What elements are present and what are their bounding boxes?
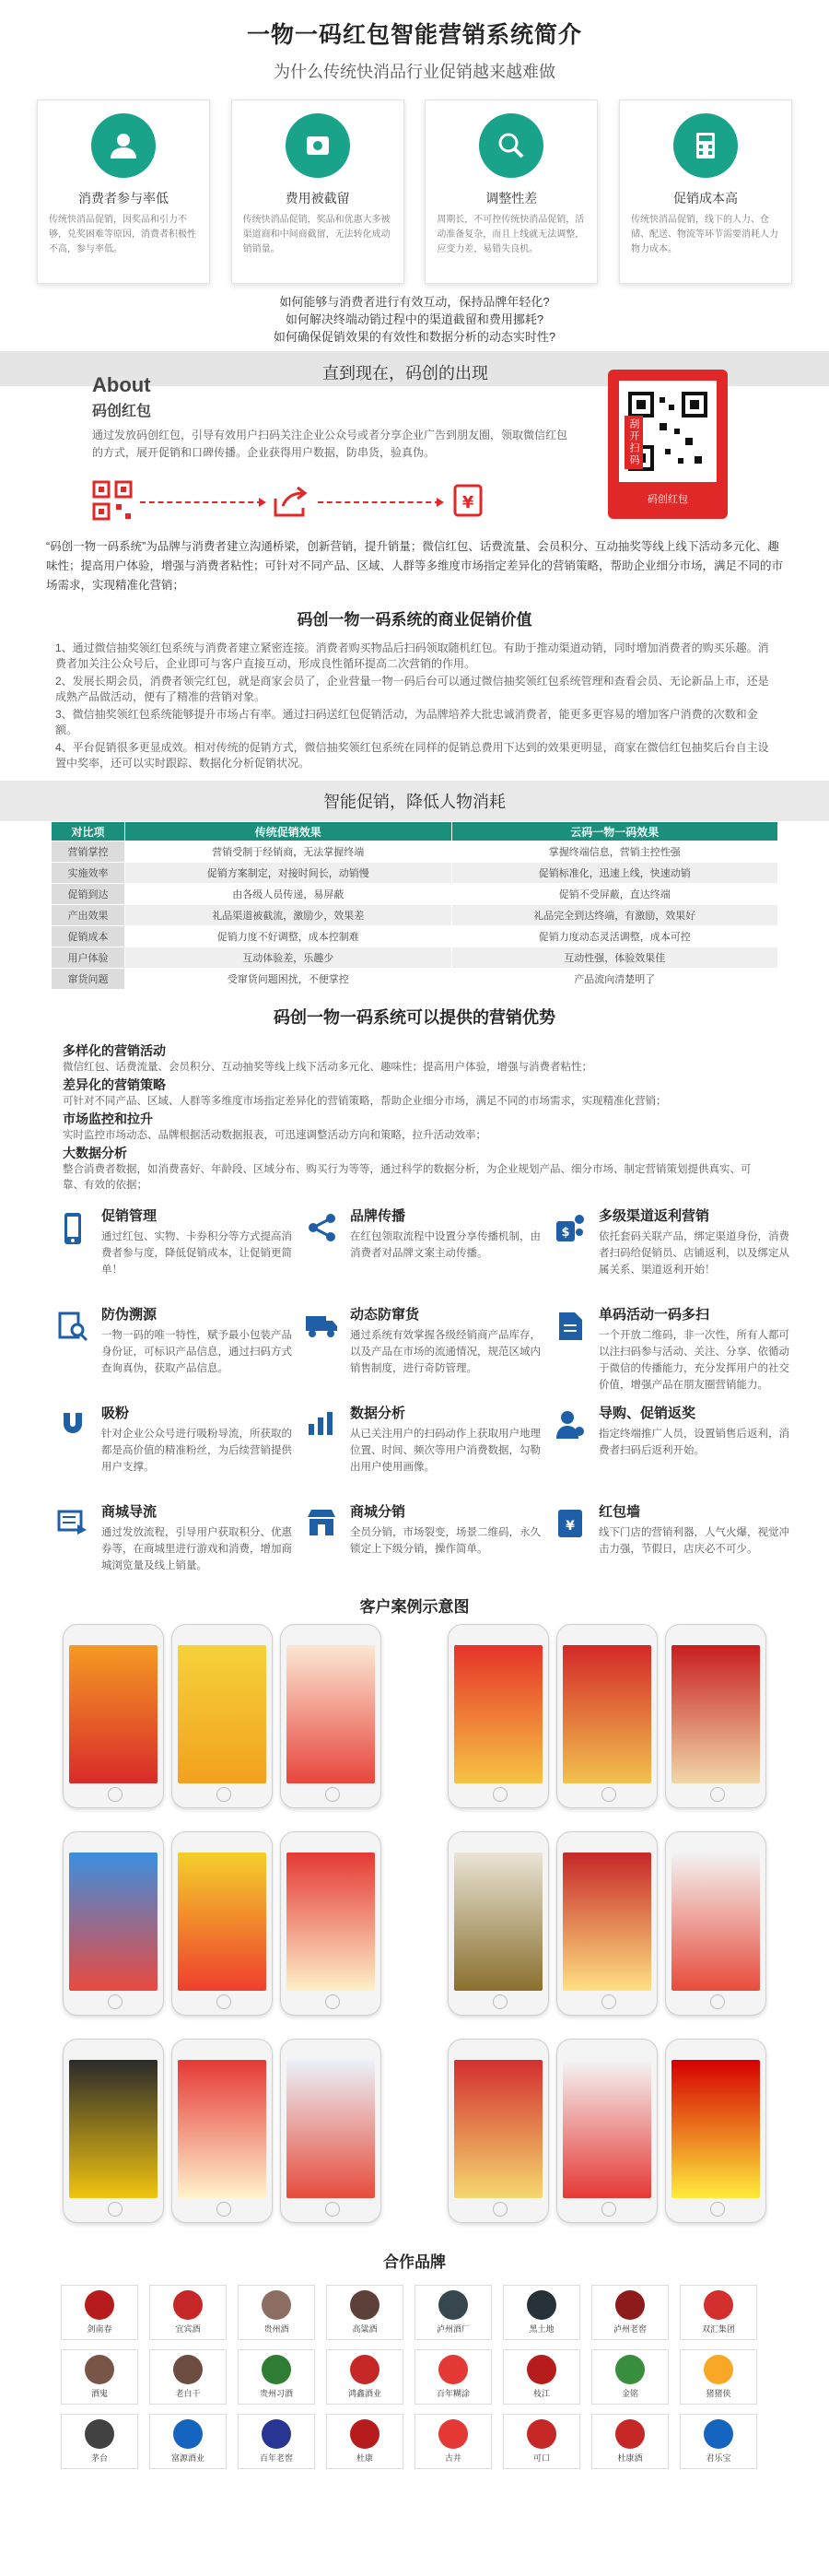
table-row [52, 841, 778, 863]
phone-screen [454, 2060, 543, 2198]
brand-name: 泸州酒厂 [436, 2324, 470, 2334]
feature-title: 多级渠道返利营销 [599, 1208, 710, 1224]
feature-title: 促销管理 [101, 1208, 158, 1224]
table-cell: 促销成本 [52, 926, 125, 947]
value-item: 2、发展长期会员，消费者领完红包，就是商家会员了，企业营量一物一码后台可以通过微信抽奖领红包系统管理和查看会员、无论新品上市，还是成熟产品做活动，便有了精准的营销对象。 [55, 675, 769, 703]
case-phone [448, 1624, 549, 1808]
brand-mark-icon [704, 2290, 733, 2320]
magnifier-doc-icon [55, 1311, 90, 1346]
feature-data [304, 1404, 543, 1491]
share-icon [304, 1212, 339, 1247]
pain-card-participation [37, 100, 210, 284]
brand-name: 老白干 [175, 2389, 201, 2398]
feature-text: 针对企业公众号进行吸粉导流，所获取的都是高价值的精准粉丝，为后续营销提供用户支撑。 [101, 1429, 292, 1473]
advantage-heading: 差异化的营销策略 [63, 1077, 166, 1092]
about-en-title: About [92, 373, 151, 396]
pain-desc: 传统快消品促销，线下的人力、仓储、配送、物流等环节需要消耗人力物力成本。 [630, 215, 778, 254]
case-phone [665, 1831, 766, 2016]
phone-screen [69, 2060, 158, 2198]
case-phone [665, 1624, 766, 1808]
table-cell: 营销受制于经销商，无法掌握终端 [125, 841, 452, 863]
feature-promo [55, 1206, 295, 1294]
intro-paragraph: “码创一物一码系统”为品牌与消费者建立沟通桥梁，创新营销，提升销量；微信红包、话费流量、会员积分、互动抽奖等线上线下活动多元化、趣味性；提高用户体验，增强与消费者粘性；可针对不同产品、区域、人群等多维度市场指定差异化的营销策略，帮助企业细分市场，满足不同的市场需求，实现精准化营销； [46, 540, 784, 592]
value-title: 码创一物一码系统的商业促销价值 [297, 611, 532, 629]
doc-icon [553, 1311, 588, 1346]
brand-mark-icon [85, 2290, 114, 2320]
red-card-label: 码创红包 [648, 494, 688, 505]
phone-screen [178, 1853, 266, 1991]
table-cell: 互动性强，体验效果佳 [451, 947, 778, 969]
brand-logo [503, 2349, 580, 2405]
brand-mark-icon [173, 2355, 203, 2384]
brand-mark-icon [704, 2419, 733, 2449]
feature-title: 品牌传播 [350, 1208, 406, 1224]
envelope-icon [553, 1508, 588, 1543]
feature-text: 从已关注用户的扫码动作上获取用户地理位置、时间、频次等用户消费数据，勾勒出用户使用画像。 [350, 1429, 541, 1473]
pain-desc: 传统快消品促销，奖品和优惠大多被渠道商和中间商截留，无法转化成动销销量。 [242, 215, 391, 254]
brand-logo [414, 2349, 492, 2405]
brand-logo [149, 2414, 227, 2469]
pain-card-adjust [425, 100, 598, 284]
brand-mark-icon [262, 2290, 291, 2320]
feature-multiscan [553, 1305, 792, 1393]
phone-screen [286, 2060, 375, 2198]
brand-logo [326, 2414, 403, 2469]
table-cell: 掌握终端信息，营销主控性强 [451, 841, 778, 863]
feature-text: 在红包领取流程中设置分享传播机制，由消费者对品牌文案主动传播。 [350, 1231, 541, 1259]
feature-title: 红包墙 [599, 1504, 641, 1520]
brand-logo [149, 2349, 227, 2405]
brand-name: 枝江 [532, 2389, 550, 2398]
advantage-text: 可针对不同产品、区域、人群等多维度市场指定差异化的营销策略，帮助企业细分市场，满足不同的市场需求，实现精准化营销； [63, 1096, 667, 1107]
table-cell: 促销到达 [52, 884, 125, 905]
table-cell: 促销标准化，迅速上线，快速动销 [451, 863, 778, 884]
feature-text: 一个开放二维码，非一次性，所有人都可以注扫码参与活动、关注、分享、依循动于微信的传播能力，充分发挥用户的社交价值，增强产品在朋友圈营销能力。 [599, 1330, 789, 1391]
case-phone [556, 1831, 658, 2016]
brand-name: 高粱酒 [352, 2324, 378, 2334]
brand-name: 双汇集团 [701, 2324, 735, 2334]
value-item: 3、微信抽奖领红包系统能够提升市场占有率。通过扫码送红包促销活动，为品牌培养大批忠诚消费者，能更多更容易的增加客户消费的次数和金额。 [55, 708, 758, 736]
case-phone [280, 1831, 381, 2016]
table-cell: 互动体验差，乐趣少 [125, 947, 452, 969]
brand-mark-icon [438, 2419, 468, 2449]
users-icon [91, 113, 156, 178]
brand-logo [680, 2414, 757, 2469]
svg-text:$: $ [561, 1226, 570, 1240]
case-phone [171, 2039, 273, 2223]
brand-logo [149, 2285, 227, 2340]
brands-title: 合作品牌 [383, 2253, 446, 2271]
coin-icon [448, 480, 488, 525]
brand-logo [238, 2414, 315, 2469]
table-header-row [52, 822, 778, 841]
brand-mark-icon [262, 2419, 291, 2449]
search-stats-icon [479, 113, 543, 178]
brand-mark-icon [615, 2355, 645, 2384]
col-header: 云码一物一码效果 [451, 822, 778, 841]
phone-screen [563, 1645, 651, 1783]
pain-title: 促销成本高 [672, 191, 738, 206]
phone-screen [671, 2060, 760, 2198]
brand-mark-icon [85, 2419, 114, 2449]
feature-title: 防伪溯源 [101, 1307, 158, 1323]
advantage-heading: 大数据分析 [63, 1146, 127, 1160]
pain-title: 消费者参与率低 [78, 191, 169, 206]
money-chain-icon [553, 1212, 588, 1247]
advantage-text: 实时监控市场动态、品牌根据活动数据报表，可迅速调整活动方向和策略，拉升活动效率； [63, 1130, 486, 1141]
brand-name: 贵州习酒 [259, 2389, 293, 2398]
feature-title: 数据分析 [350, 1406, 406, 1421]
phone-screen [671, 1645, 760, 1783]
phone-screen [178, 2060, 266, 2198]
table-cell: 礼品渠道被截流，激励少，效果差 [125, 905, 452, 926]
case-phone [448, 2039, 549, 2223]
advantage-heading: 多样化的营销活动 [63, 1043, 166, 1058]
feature-text: 依托套码关联产品，绑定渠道身份，消费者扫码给促销员、店铺返利，以及绑定从属关系、渠道返利开始！ [599, 1231, 789, 1276]
table-row [52, 905, 778, 926]
brand-logo [591, 2285, 669, 2340]
brand-mark-icon [350, 2290, 379, 2320]
brand-name: 鸿鑫酒业 [347, 2389, 381, 2398]
col-header: 传统促销效果 [125, 822, 452, 841]
page-title: 一物一码红包智能营销系统简介 [246, 22, 582, 48]
svg-text:¥: ¥ [461, 492, 474, 512]
table-row [52, 884, 778, 905]
brand-name: 黑土地 [529, 2324, 555, 2334]
pain-card-cost [619, 100, 792, 284]
compare-band-title: 智能促销，降低人物消耗 [0, 781, 829, 821]
table-row [52, 926, 778, 947]
questions [0, 293, 829, 346]
about-cn-title: 码创红包 [92, 404, 152, 419]
case-phone [665, 2039, 766, 2223]
phone-screen [563, 2060, 651, 2198]
phone-screen [454, 1645, 543, 1783]
calculator-icon [673, 113, 738, 178]
question: 如何确保促销效果的有效性和数据分析的动态实时性? [273, 330, 556, 344]
about-text: 通过发放码创红包，引导有效用户扫码关注企业公众号或者分享企业广告到朋友圈，领取微信红包的方式，展开促销和口碑传播。企业获得用户数据，防串货，验真伪。 [92, 429, 568, 459]
phone-screen [286, 1645, 375, 1783]
case-phone [556, 2039, 658, 2223]
phone-screen [286, 1853, 375, 1991]
value-item: 1、通过微信抽奖领红包系统与消费者建立紧密连接。消费者购买物品后扫码领取随机红包。有助于推动渠道动销，同时增加消费者的购买乐趣。消费者加关注公众号后，企业即可与客户直接互动，形成良性循环提高二次营销的作用。 [55, 641, 769, 670]
table-cell: 促销力度不好调整，成本控制难 [125, 926, 452, 947]
feature-title: 商城导流 [101, 1504, 158, 1520]
brand-logo [591, 2414, 669, 2469]
brand-mark-icon [85, 2355, 114, 2384]
feature-text: 通过发放流程，引导用户获取积分、优惠券等，在商城里进行游戏和消费，增加商城浏览量及线上销量。 [101, 1527, 292, 1571]
qr-code-icon [92, 480, 133, 525]
question: 如何能够与消费者进行有效互动，保持品牌年轻化? [279, 295, 550, 309]
red-packet-card [608, 370, 728, 519]
brand-logo [503, 2285, 580, 2340]
brand-logo [238, 2349, 315, 2405]
brand-name: 剑南春 [87, 2324, 112, 2334]
phone-screen [454, 1853, 543, 1991]
table-cell: 促销力度动态灵活调整，成本可控 [451, 926, 778, 947]
table-cell: 促销方案制定，对接时间长，动销慢 [125, 863, 452, 884]
case-phone [63, 2039, 164, 2223]
brand-grid [0, 2285, 829, 2469]
brand-name: 杜康酒 [617, 2453, 643, 2463]
brand-mark-icon [527, 2355, 556, 2384]
case-phone [280, 1624, 381, 1808]
feature-mall-traffic [55, 1502, 295, 1590]
feature-anticounterfeit [55, 1305, 295, 1393]
feature-text: 通过红包、实物、卡券积分等方式提高消费者参与度，降低促销成本，让促销更简单！ [101, 1231, 292, 1276]
feature-antichannel [304, 1305, 543, 1393]
brand-logo [680, 2349, 757, 2405]
table-cell: 实施效率 [52, 863, 125, 884]
brand-mark-icon [350, 2355, 379, 2384]
feature-text: 指定终端推广人员，设置销售后返利，消费者扫码后返利开始。 [599, 1429, 789, 1456]
advantages-list [0, 1041, 829, 1194]
flow-arrow [140, 501, 263, 503]
table-cell: 产品流向清楚明了 [451, 969, 778, 990]
feature-text: 一物一码的唯一特性，赋予最小包装产品身份证，可标识产品信息，通过扫码方式查询真伪，获取产品信息。 [101, 1330, 292, 1374]
brand-mark-icon [704, 2355, 733, 2384]
feature-title: 吸粉 [101, 1406, 130, 1421]
brand-name: 金铭 [621, 2389, 638, 2398]
flow-arrow [318, 501, 440, 503]
value-list [0, 641, 829, 771]
question: 如何解决终端动销过程中的渠道截留和费用挪耗? [285, 312, 544, 326]
brand-name: 富源酒业 [170, 2453, 204, 2463]
advantage-heading: 市场监控和拉升 [63, 1112, 153, 1126]
brand-name: 酒鬼 [90, 2389, 108, 2398]
feature-title: 单码活动一码多扫 [599, 1307, 710, 1323]
case-phone [171, 1624, 273, 1808]
feature-text: 全员分销，市场裂变，场景二维码，永久锁定上下级分销，操作简单。 [350, 1527, 541, 1555]
feature-fans [55, 1404, 295, 1491]
brand-logo [61, 2414, 138, 2469]
page-subtitle: 为什么传统快消品行业促销越来越难做 [274, 63, 555, 81]
scratch-scan-tag: 刮开扫码 [625, 416, 643, 469]
phone-screen [671, 1853, 760, 1991]
brand-logo [61, 2285, 138, 2340]
brand-name: 百年糊涂 [436, 2389, 470, 2398]
table-row [52, 947, 778, 969]
brand-name: 杜康 [356, 2453, 373, 2463]
case-phone [280, 2039, 381, 2223]
brand-name: 君乐宝 [706, 2453, 731, 2463]
qr-code-large [619, 381, 717, 482]
brand-logo [326, 2285, 403, 2340]
case-phone [556, 1624, 658, 1808]
brand-name: 古井 [444, 2453, 461, 2463]
brand-name: 宜宾酒 [175, 2324, 201, 2334]
cost-leak-icon [286, 113, 350, 178]
feature-text: 通过系统有效掌握各级经销商产品库存，以及产品在市场的流通情况，规范区域内销售制度，进行奇防管理。 [350, 1330, 541, 1374]
table-cell: 礼品完全到达终端，有激励，效果好 [451, 905, 778, 926]
brand-name: 猪猪侠 [706, 2389, 731, 2398]
brand-mark-icon [262, 2355, 291, 2384]
cases-title: 客户案例示意图 [359, 1598, 470, 1616]
shop-icon [55, 1508, 90, 1543]
case-phone [63, 1831, 164, 2016]
about-heading: 直到现在，码创的出现 [322, 364, 488, 382]
table-cell: 促销不受屏蔽，直达终端 [451, 884, 778, 905]
table-row [52, 863, 778, 884]
feature-grid [0, 1206, 829, 1590]
col-header: 对比项 [52, 822, 125, 841]
case-phone [171, 1831, 273, 2016]
brand-logo [238, 2285, 315, 2340]
brand-logo [326, 2349, 403, 2405]
case-phone [448, 1831, 549, 2016]
phone-screen [69, 1853, 158, 1991]
feature-title: 导购、促销返奖 [599, 1406, 696, 1421]
brand-mark-icon [173, 2419, 203, 2449]
brand-name: 茅台 [90, 2453, 108, 2463]
advantage-text: 微信红包、话费流量、会员积分、互动抽奖等线上线下活动多元化、趣味性；提高用户体验，增强与消费者粘性； [63, 1062, 592, 1073]
brand-mark-icon [350, 2419, 379, 2449]
brand-mark-icon [527, 2419, 556, 2449]
table-cell: 用户体验 [52, 947, 125, 969]
chart-icon [304, 1409, 339, 1444]
brand-logo [61, 2349, 138, 2405]
advantage-text: 整合消费者数据，如消费喜好、年龄段、区域分布、购买行为等等，通过科学的数据分析，为企业规划产品、细分市场、制定营销策划提供真实、可靠、有效的依据； [63, 1164, 752, 1191]
guide-person-icon [553, 1409, 588, 1444]
brand-logo [414, 2414, 492, 2469]
table-row [52, 969, 778, 990]
flow-diagram [92, 480, 488, 524]
feature-rebate [553, 1206, 792, 1294]
feature-title: 动态防窜货 [350, 1307, 420, 1323]
pain-card-leak [231, 100, 404, 284]
brand-logo [591, 2349, 669, 2405]
advantages-title: 码创一物一码系统可以提供的营销优势 [274, 1008, 555, 1027]
magnet-icon [55, 1409, 90, 1444]
table-cell: 窜货问题 [52, 969, 125, 990]
pain-title: 费用被截留 [285, 191, 350, 206]
table-cell: 营销掌控 [52, 841, 125, 863]
feature-guide [553, 1404, 792, 1491]
pain-title: 调整性差 [485, 191, 538, 206]
feature-text: 线下门店的营销利器，人气火爆，视觉冲击力强，节假日，店庆必不可少。 [599, 1527, 789, 1555]
brand-name: 百年老窖 [259, 2453, 293, 2463]
brand-mark-icon [173, 2290, 203, 2320]
share-arrow-icon [270, 480, 310, 525]
phone-screen [178, 1645, 266, 1783]
about-section [0, 351, 829, 534]
brand-mark-icon [615, 2419, 645, 2449]
phone-icon [55, 1212, 90, 1247]
feature-title: 商城分销 [350, 1504, 406, 1520]
svg-text:¥: ¥ [566, 1519, 575, 1534]
case-phones [0, 1624, 829, 2232]
brand-logo [414, 2285, 492, 2340]
brand-name: 泸州老窖 [613, 2324, 647, 2334]
table-cell: 由各级人员传递，易屏蔽 [125, 884, 452, 905]
value-item: 4、平台促销很多更显成效。相对传统的促销方式，微信抽奖领红包系统在同样的促销总费用下达到的效果更明显，商家在微信红包抽奖后台自主设置中奖率，还可以实时跟踪、数据化分析促销状况。 [55, 741, 769, 770]
brand-mark-icon [615, 2290, 645, 2320]
pain-desc: 传统快消品促销，因奖品和引力不够，兑奖困难等原因，消费者积极性不高，参与率低。 [49, 215, 196, 254]
brand-mark-icon [527, 2290, 556, 2320]
brand-mark-icon [438, 2290, 468, 2320]
store-icon [304, 1508, 339, 1543]
brand-logo [503, 2414, 580, 2469]
brand-name: 贵州酒 [263, 2324, 289, 2334]
brand-name: 可口 [532, 2453, 550, 2463]
brand-mark-icon [438, 2355, 468, 2384]
table-cell: 受窜货问题困扰，不便掌控 [125, 969, 452, 990]
pain-desc: 周期长，不可控传统快消品促销，活动准备复杂，而且上线就无法调整，应变力差，易错失良机。 [437, 215, 585, 254]
pain-points [0, 100, 829, 284]
table-cell: 产出效果 [52, 905, 125, 926]
phone-screen [563, 1853, 651, 1991]
compare-table [51, 821, 778, 990]
feature-mall-distribution [304, 1502, 543, 1590]
feature-red-wall [553, 1502, 792, 1590]
phone-screen [69, 1645, 158, 1783]
feature-brand [304, 1206, 543, 1294]
case-phone [63, 1624, 164, 1808]
brand-logo [680, 2285, 757, 2340]
truck-icon [304, 1311, 339, 1346]
